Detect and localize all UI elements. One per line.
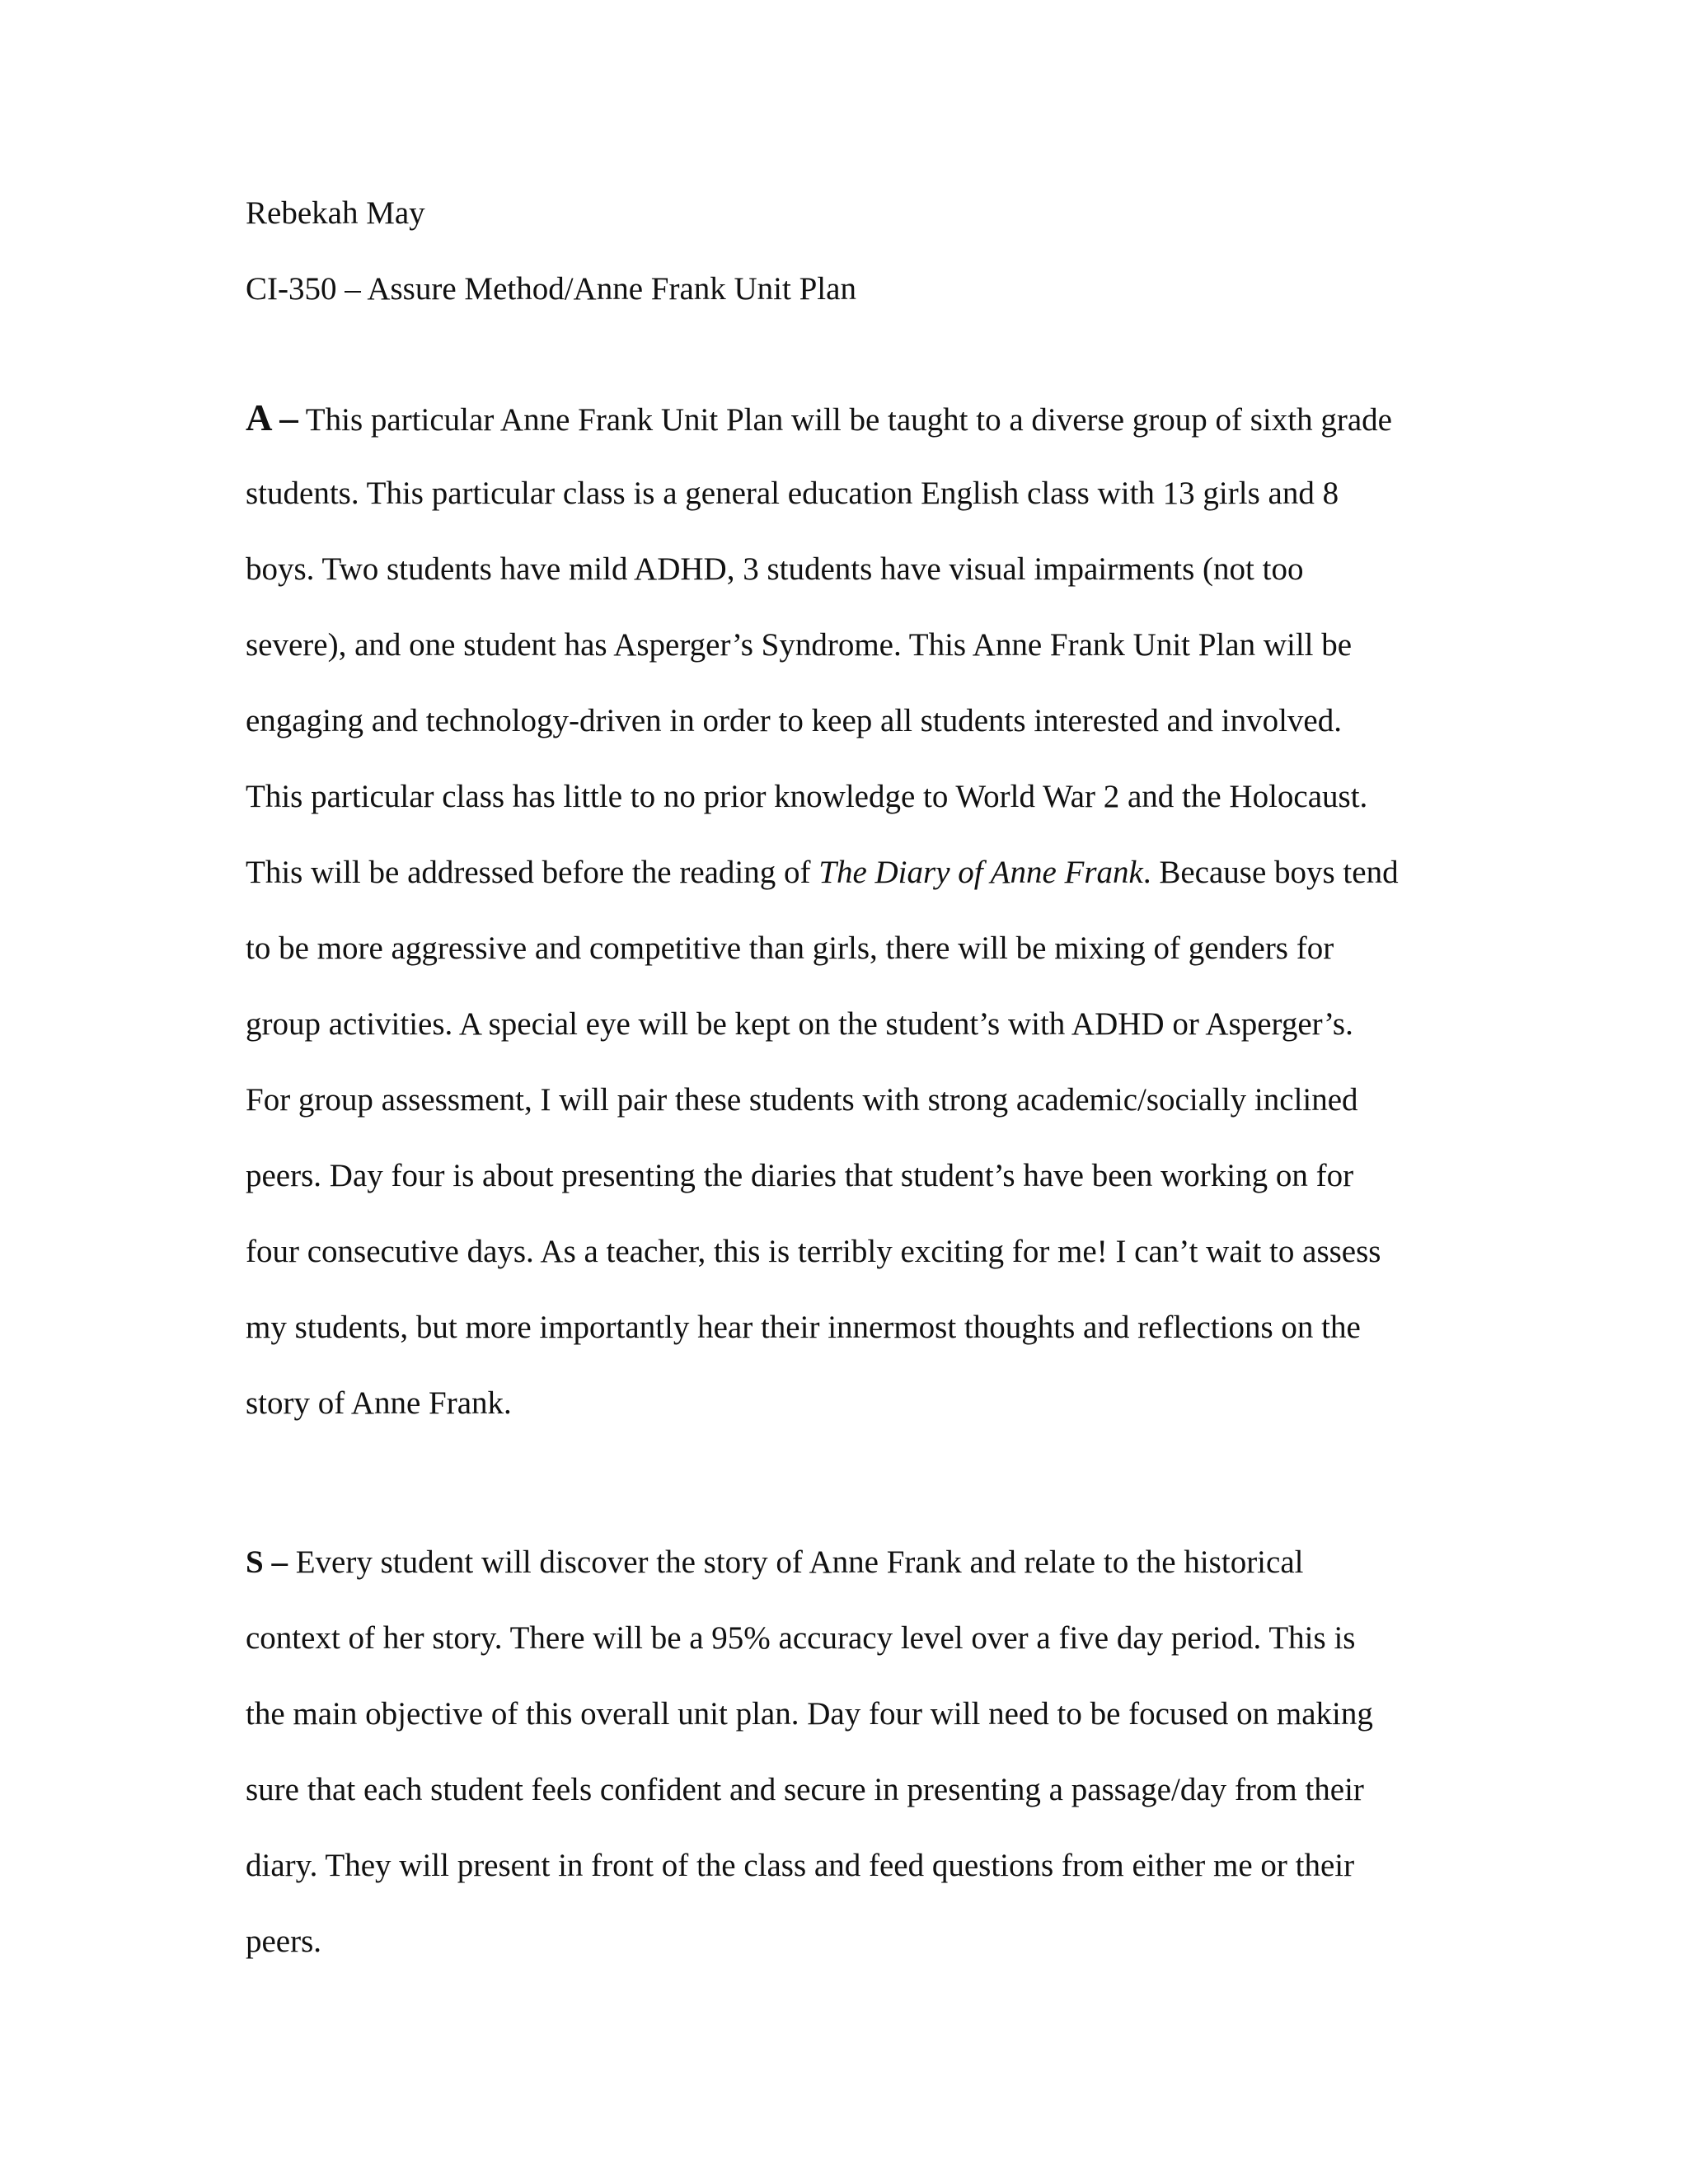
section-a-line: This particular class has little to no prior knowledge to World War 2 and the Holocaust. — [246, 779, 1368, 814]
section-a-line: This will be addressed before the reading of The Diary of Anne Frank. Because boys tend — [246, 855, 1399, 890]
section-a-line: severe), and one student has Asperger’s Syndrome. This Anne Frank Unit Plan will be — [246, 627, 1353, 663]
book-title: The Diary of Anne Frank — [818, 855, 1143, 890]
section-a-line: to be more aggressive and competitive than girls, there will be mixing of genders for — [246, 930, 1334, 966]
course-title: CI-350 – Assure Method/Anne Frank Unit Plan — [246, 271, 856, 307]
section-a-line: For group assessment, I will pair these students with strong academic/socially inclined — [246, 1082, 1358, 1118]
section-a-line: peers. Day four is about presenting the diaries that student’s have been working on for — [246, 1158, 1354, 1193]
section-a-line: boys. Two students have mild ADHD, 3 students have visual impairments (not too — [246, 551, 1304, 587]
section-s-paragraph — [246, 1525, 1449, 1980]
section-a-line: story of Anne Frank. — [246, 1385, 512, 1421]
section-s-line: sure that each student feels confident and secure in presenting a passage/day from their — [246, 1772, 1364, 1807]
section-a-line: students. This particular class is a general education English class with 13 girls and 8 — [246, 476, 1339, 511]
section-s-line: context of her story. There will be a 95% accuracy level over a five day period. This is — [246, 1620, 1356, 1656]
section-a-paragraph — [246, 380, 1449, 1441]
section-a-line: A – This particular Anne Frank Unit Plan will be taught to a diverse group of sixth grade — [246, 397, 1392, 438]
section-s-line: diary. They will present in front of the class and feed questions from either me or their — [246, 1848, 1355, 1883]
section-s-line: peers. — [246, 1924, 322, 1959]
author-name: Rebekah May — [246, 195, 425, 231]
section-s-line: the main objective of this overall unit plan. Day four will need to be focused on making — [246, 1696, 1373, 1732]
section-a-line: group activities. A special eye will be kept on the student’s with ADHD or Asperger’s. — [246, 1006, 1353, 1042]
section-s-marker: S – — [246, 1544, 288, 1580]
section-a-marker: A – — [246, 397, 298, 438]
section-a-line: four consecutive days. As a teacher, this is terribly exciting for me! I can’t wait to assess — [246, 1234, 1381, 1269]
section-a-line: engaging and technology-driven in order to keep all students interested and involved. — [246, 703, 1342, 738]
section-a-line: my students, but more importantly hear their innermost thoughts and reflections on the — [246, 1310, 1361, 1345]
section-s-line: S – Every student will discover the story of Anne Frank and relate to the historical — [246, 1544, 1304, 1580]
